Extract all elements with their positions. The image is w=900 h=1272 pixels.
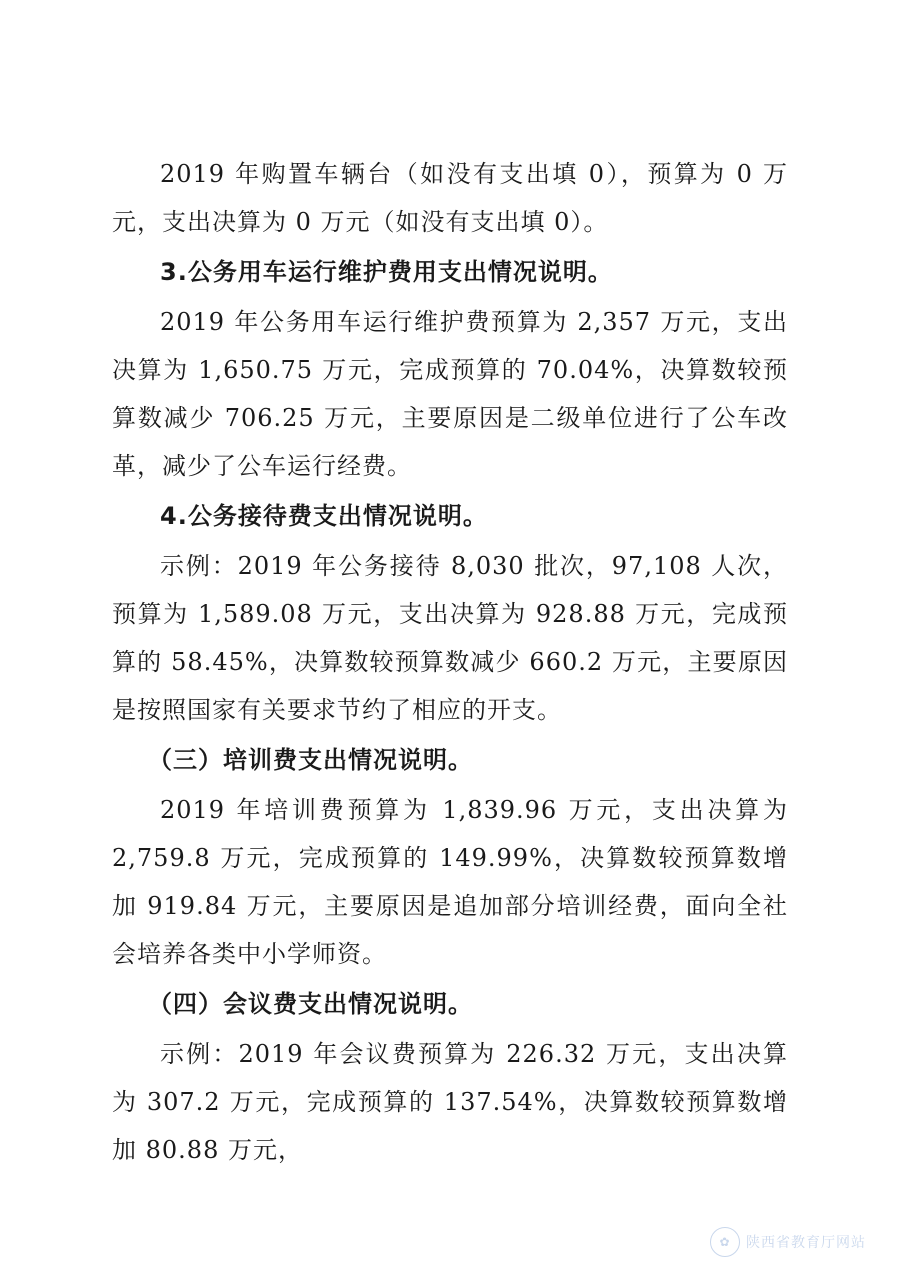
paragraph-reception: 示例：2019 年公务接待 8,030 批次，97,108 人次，预算为 1,589.08 万元，支出决算为 928.88 万元，完成预算的 58.45%，决算数较预算数减少 660.2 万元，主要原因是按照国家有关要求节约了相应的开支。 [112,552,788,724]
emblem-icon: ✿ [710,1227,740,1257]
document-body [112,150,788,1174]
heading-vehicle-maintenance: 3.公务用车运行维护费用支出情况说明。 [160,258,613,286]
heading-reception: 4.公务接待费支出情况说明。 [160,502,488,530]
paragraph-meeting: 示例：2019 年会议费预算为 226.32 万元，支出决算为 307.2 万元，完成预算的 137.54%，决算数较预算数增加 80.88 万元， [112,1040,788,1164]
paragraph-training: 2019 年培训费预算为 1,839.96 万元，支出决算为 2,759.8 万元，完成预算的 149.99%，决算数较预算数增加 919.84 万元，主要原因是追加部分培训经费，面向全社会培养各类中小学师资。 [112,796,788,968]
watermark-text: 陕西省教育厅网站 [746,1235,866,1251]
site-watermark [710,1224,890,1260]
heading-training: （三）培训费支出情况说明。 [148,746,473,774]
paragraph-vehicle-purchase: 2019 年购置车辆台（如没有支出填 0），预算为 0 万元，支出决算为 0 万元（如没有支出填 0）。 [112,160,788,236]
paragraph-vehicle-maintenance: 2019 年公务用车运行维护费预算为 2,357 万元，支出决算为 1,650.75 万元，完成预算的 70.04%，决算数较预算数减少 706.25 万元，主要原因是二级单位进行了公车改革，减少了公车运行经费。 [112,308,788,480]
heading-meeting: （四）会议费支出情况说明。 [148,990,473,1018]
